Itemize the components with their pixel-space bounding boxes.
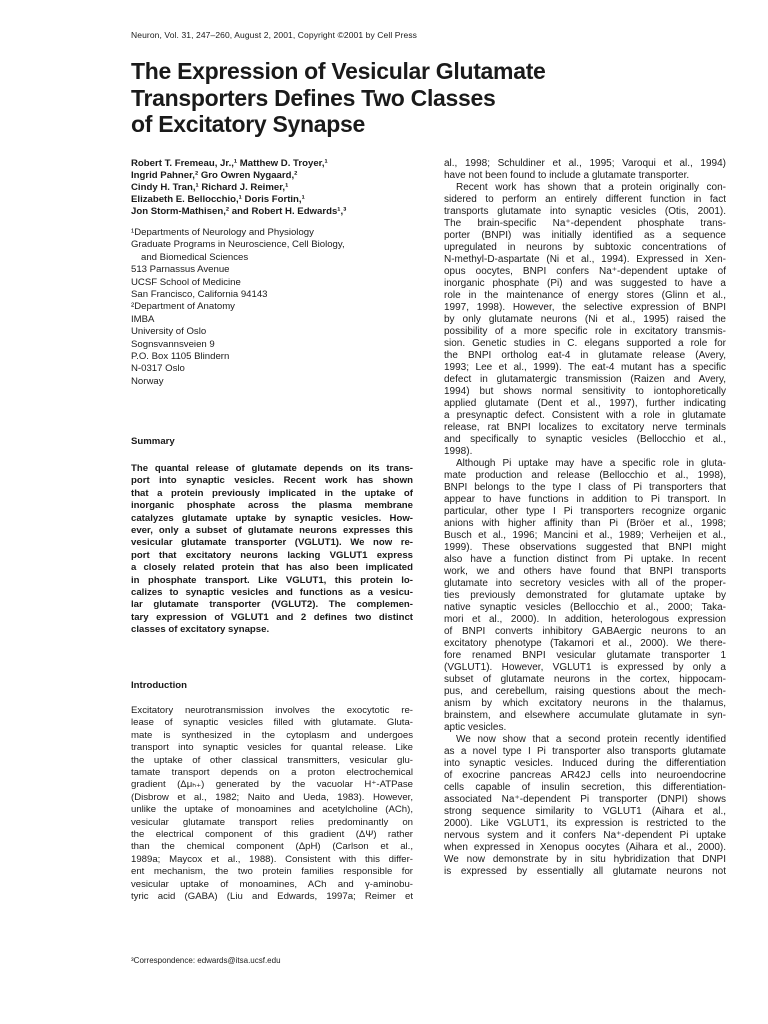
body-line: nervous system and it confers Na⁺-dependent Pi uptake bbox=[444, 830, 726, 841]
journal-header: Neuron, Vol. 31, 247–260, August 2, 2001, Copyright ©2001 by Cell Press bbox=[131, 30, 418, 40]
affiliation-line: San Francisco, California 94143 bbox=[131, 289, 268, 301]
body-line: strong sequence similarity to VGLUT1 (Aihara et al., bbox=[444, 806, 726, 817]
introduction-heading: Introduction bbox=[131, 680, 187, 691]
body-line: N-methyl-D-aspartate (Ni et al., 1994). Expressed in Xen- bbox=[444, 254, 726, 265]
summary-line: a closely related protein that has also been implicated bbox=[131, 562, 413, 574]
affiliation-line: Norway bbox=[131, 375, 164, 387]
body-line: sion. Genetic studies in C. elegans supported a role for bbox=[444, 338, 726, 349]
intro-line: tyric acid (GABA) (Liu and Edwards, 1997a; Reimer et bbox=[131, 891, 413, 903]
intro-line: ent mechanism, the two protein families responsible for bbox=[131, 866, 413, 878]
summary-line: vesicular glutamate transporter (VGLUT1). We now re- bbox=[131, 537, 413, 549]
intro-line: unlike the uptake of monoamines and acetylcholine (ACh), bbox=[131, 804, 413, 816]
intro-line: than the chemical component (ΔpH) (Carlson et al., bbox=[131, 841, 413, 853]
affiliation-line: UCSF School of Medicine bbox=[131, 276, 241, 288]
body-line: (VGLUT1). However, VGLUT1 is expressed by only a bbox=[444, 662, 726, 673]
author-line: Ingrid Pahner,² Gro Owren Nygaard,² bbox=[131, 170, 298, 182]
article-title bbox=[131, 58, 651, 138]
intro-line: vesicular uptake of monoamines, ACh and γ-aminobu- bbox=[131, 878, 413, 890]
body-line: associated Na⁺-dependent Pi transporter (DNPI) shows bbox=[444, 794, 726, 805]
author-line: Cindy H. Tran,¹ Richard J. Reimer,¹ bbox=[131, 182, 289, 194]
body-line: brainstem, and elsewhere accumulate glutamate in syn- bbox=[444, 710, 726, 721]
intro-line: the uptake of other classical transmitters, vesicular glu- bbox=[131, 754, 413, 766]
body-line: also have a function distinct from Pi uptake. In recent bbox=[444, 554, 726, 565]
body-line: inorganic phosphate (Pi) and was suggested to have a bbox=[444, 278, 726, 289]
body-line: The brain-specific Na⁺-dependent phosphate trans- bbox=[444, 218, 726, 229]
body-line: BNPI belongs to the type I class of Pi transporters that bbox=[444, 482, 726, 493]
affiliation-line: University of Oslo bbox=[131, 326, 207, 338]
summary-line: port that excitatory neurons lacking VGLUT1 express bbox=[131, 549, 413, 561]
body-line: have not been found to include a glutamate transporter. bbox=[444, 170, 690, 181]
intro-line: gradient (Δμₕ₊) generated by the vacuolar H⁺-ATPase bbox=[131, 779, 413, 791]
body-line: We now demonstrate by in situ hybridization that DNPI bbox=[444, 854, 726, 865]
body-line: 1993; Lee et al., 1999). The eat-4 mutant has a specific bbox=[444, 362, 726, 373]
body-line: mori et al., 2000). In addition, heterologous expression bbox=[444, 614, 726, 625]
affiliation-line: ¹Departments of Neurology and Physiology bbox=[131, 227, 314, 238]
author-line: Jon Storm-Mathisen,² and Robert H. Edwards¹,³ bbox=[131, 206, 347, 218]
intro-line: (Disbrow et al., 1982; Naito and Ueda, 1983). However, bbox=[131, 791, 413, 803]
body-line: porter (BNPI) was initially identified as a sequence bbox=[444, 230, 726, 241]
body-line: fore renamed BNPI vesicular glutamate transporter 1 bbox=[444, 650, 726, 661]
body-line: upregulated in neurons by subtoxic concentrations of bbox=[444, 242, 726, 253]
body-line: al., 1998; Schuldiner et al., 1995; Varoqui et al., 1994) bbox=[444, 158, 726, 169]
body-line: mate production and release (Bellocchio et al., 1998), bbox=[444, 470, 726, 481]
body-line: native synaptic vesicles (Bellocchio et al., 2000; Taka- bbox=[444, 602, 726, 613]
author-line: Robert T. Fremeau, Jr.,¹ Matthew D. Troyer,¹ bbox=[131, 158, 328, 169]
body-line: a presynaptic defect. Consistent with a role in glutamate bbox=[444, 410, 726, 421]
body-line: Busch et al., 1996; Mancini et al., 1989; Verheijen et al., bbox=[444, 530, 726, 541]
intro-line: vesicular glutamate transport relies predominantly on bbox=[131, 816, 413, 828]
body-line: 1997, 1998). However, the selective expression of BNPI bbox=[444, 302, 726, 313]
summary-line: port into synaptic vesicles. Recent work has shown bbox=[131, 475, 413, 487]
summary-line: lar glutamate transporter (VGLUT2). The complemen- bbox=[131, 599, 413, 611]
title-line: Transporters Defines Two Classes bbox=[131, 84, 496, 111]
affiliation-line: Graduate Programs in Neuroscience, Cell Biology, bbox=[131, 239, 345, 251]
body-line: particular, other type I Pi transporters recognize organic bbox=[444, 506, 726, 517]
body-line: appear to have functions in addition to Pi transport. In bbox=[444, 494, 726, 505]
affiliation-line: 513 Parnassus Avenue bbox=[131, 264, 230, 276]
body-line: anions with higher affinity than Pi (Bröer et al., 1998; bbox=[444, 518, 726, 529]
summary-line: inorganic phosphate across the plasma membrane bbox=[131, 500, 413, 512]
introduction-body bbox=[131, 705, 413, 904]
intro-line: the electrical component of this gradient (ΔΨ) rather bbox=[131, 829, 413, 841]
body-line: of BNPI converts inhibitory GABAergic neurons to an bbox=[444, 626, 726, 637]
intro-line: Excitatory neurotransmission involves the exocytotic re- bbox=[131, 705, 413, 716]
body-line: glutamate into secretory vesicles with all of the proper- bbox=[444, 578, 726, 589]
summary-line: tary expression of VGLUT1 and 2 defines two distinct bbox=[131, 611, 413, 623]
author-list bbox=[131, 158, 413, 218]
body-line: subset of glutamate neurons in the cortex, hippocam- bbox=[444, 674, 726, 685]
summary-line: ever, only a subset of glutamate neurons expresses this bbox=[131, 525, 413, 537]
body-line: of exocrine pancreas AR42J cells into neuroendocrine bbox=[444, 770, 726, 781]
body-line: is expressed by essentially all glutamate neurons not bbox=[444, 866, 726, 877]
affiliation-line: ²Department of Anatomy bbox=[131, 301, 235, 313]
affiliation-line: Sognsvannsveien 9 bbox=[131, 338, 215, 350]
body-line: work, we and others have found that BNPI transports bbox=[444, 566, 726, 577]
body-line: 1998). bbox=[444, 446, 473, 457]
summary-line: catalyzes glutamate uptake by synaptic vesicles. How- bbox=[131, 512, 413, 524]
body-line: 2000). Like VGLUT1, its expression is restricted to the bbox=[444, 818, 726, 829]
body-line: pus, and cerebellum, raising questions about the mech- bbox=[444, 686, 726, 697]
affiliation-line: N-0317 Oslo bbox=[131, 363, 185, 375]
body-line: by only glutamate neurons (Ni et al., 1995) raised the bbox=[444, 314, 726, 325]
body-line: opus oocytes, BNPI confers Na⁺-dependent uptake of bbox=[444, 266, 726, 277]
intro-line: tamate transport depends on a proton electrochemical bbox=[131, 767, 413, 779]
body-line: and specifically to synaptic vesicles (Bellocchio et al., bbox=[444, 434, 726, 445]
summary-line: that a protein previously implicated in the uptake of bbox=[131, 487, 413, 499]
body-line: into synaptic vesicles. Induced during the differentiation bbox=[444, 758, 726, 769]
body-line: anism by which excitatory neurons in the thalamus, bbox=[444, 698, 726, 709]
body-line: 1999). These observations suggested that BNPI might bbox=[444, 542, 726, 553]
intro-line: mate is synthesized in the cytoplasm and undergoes bbox=[131, 729, 413, 741]
body-line: ties previously demonstrated for glutamate uptake by bbox=[444, 590, 726, 601]
body-line: sidered to perform an entirely different function in fact bbox=[444, 194, 726, 205]
intro-line: 1989a; Maycox et al., 1988). Consistent with this differ- bbox=[131, 853, 413, 865]
affiliation-line: and Biomedical Sciences bbox=[141, 251, 249, 263]
right-column-body bbox=[444, 158, 726, 878]
summary-line: calizes to synaptic vesicles and functions as a vesicu- bbox=[131, 587, 413, 599]
body-line: Although Pi uptake may have a specific role in gluta- bbox=[456, 458, 726, 469]
summary-heading: Summary bbox=[131, 436, 175, 447]
body-line: 1994) but shows normal sensitivity to iontophoretically bbox=[444, 386, 726, 397]
summary-abstract bbox=[131, 463, 413, 637]
title-line: The Expression of Vesicular Glutamate bbox=[131, 58, 546, 84]
summary-line: The quantal release of glutamate depends on its trans- bbox=[131, 463, 413, 474]
correspondence-footnote: ³Correspondence: edwards@itsa.ucsf.edu bbox=[131, 956, 281, 965]
affiliation-line: P.O. Box 1105 Blindern bbox=[131, 351, 230, 363]
body-line: Recent work has shown that a protein originally con- bbox=[456, 182, 726, 193]
body-line: excitatory phenotype (Takamori et al., 2000). We there- bbox=[444, 638, 726, 649]
body-line: role in the maintenance of energy stores (Glinn et al., bbox=[444, 290, 726, 301]
title-line: of Excitatory Synapse bbox=[131, 111, 366, 137]
author-line: Elizabeth E. Bellocchio,¹ Doris Fortin,¹ bbox=[131, 194, 305, 206]
body-line: cells capable of insulin secretion, this differentiation- bbox=[444, 782, 726, 793]
body-line: aptic vesicles. bbox=[444, 722, 507, 733]
body-line: release, rat BNPI localizes to excitatory nerve terminals bbox=[444, 422, 726, 433]
body-line: as a novel type I Pi transporter also transports glutamate bbox=[444, 746, 726, 757]
affiliations bbox=[131, 227, 413, 388]
body-line: transports glutamate into synaptic vesicles (Otis, 2001). bbox=[444, 206, 726, 217]
body-line: applied glutamate (Dent et al., 1997), further indicating bbox=[444, 398, 726, 409]
body-line: defect in glutamatergic transmission (Raizen and Avery, bbox=[444, 374, 726, 385]
summary-line: classes of excitatory synapse. bbox=[131, 624, 270, 636]
summary-line: in phosphate transport. Like VGLUT1, this protein lo- bbox=[131, 574, 413, 586]
body-line: the BNPI ortholog eat-4 in glutamate release (Avery, bbox=[444, 350, 726, 361]
affiliation-line: IMBA bbox=[131, 313, 155, 325]
body-line: possibility of a more specific role in excitatory transmis- bbox=[444, 326, 726, 337]
intro-line: transport into synaptic vesicles for quantal release. Like bbox=[131, 742, 413, 754]
intro-line: lease of synaptic vesicles filled with glutamate. Gluta- bbox=[131, 717, 413, 729]
body-line: when expressed in Xenopus oocytes (Aihara et al., 2000). bbox=[444, 842, 726, 853]
body-line: We now show that a second protein recently identified bbox=[456, 734, 726, 745]
